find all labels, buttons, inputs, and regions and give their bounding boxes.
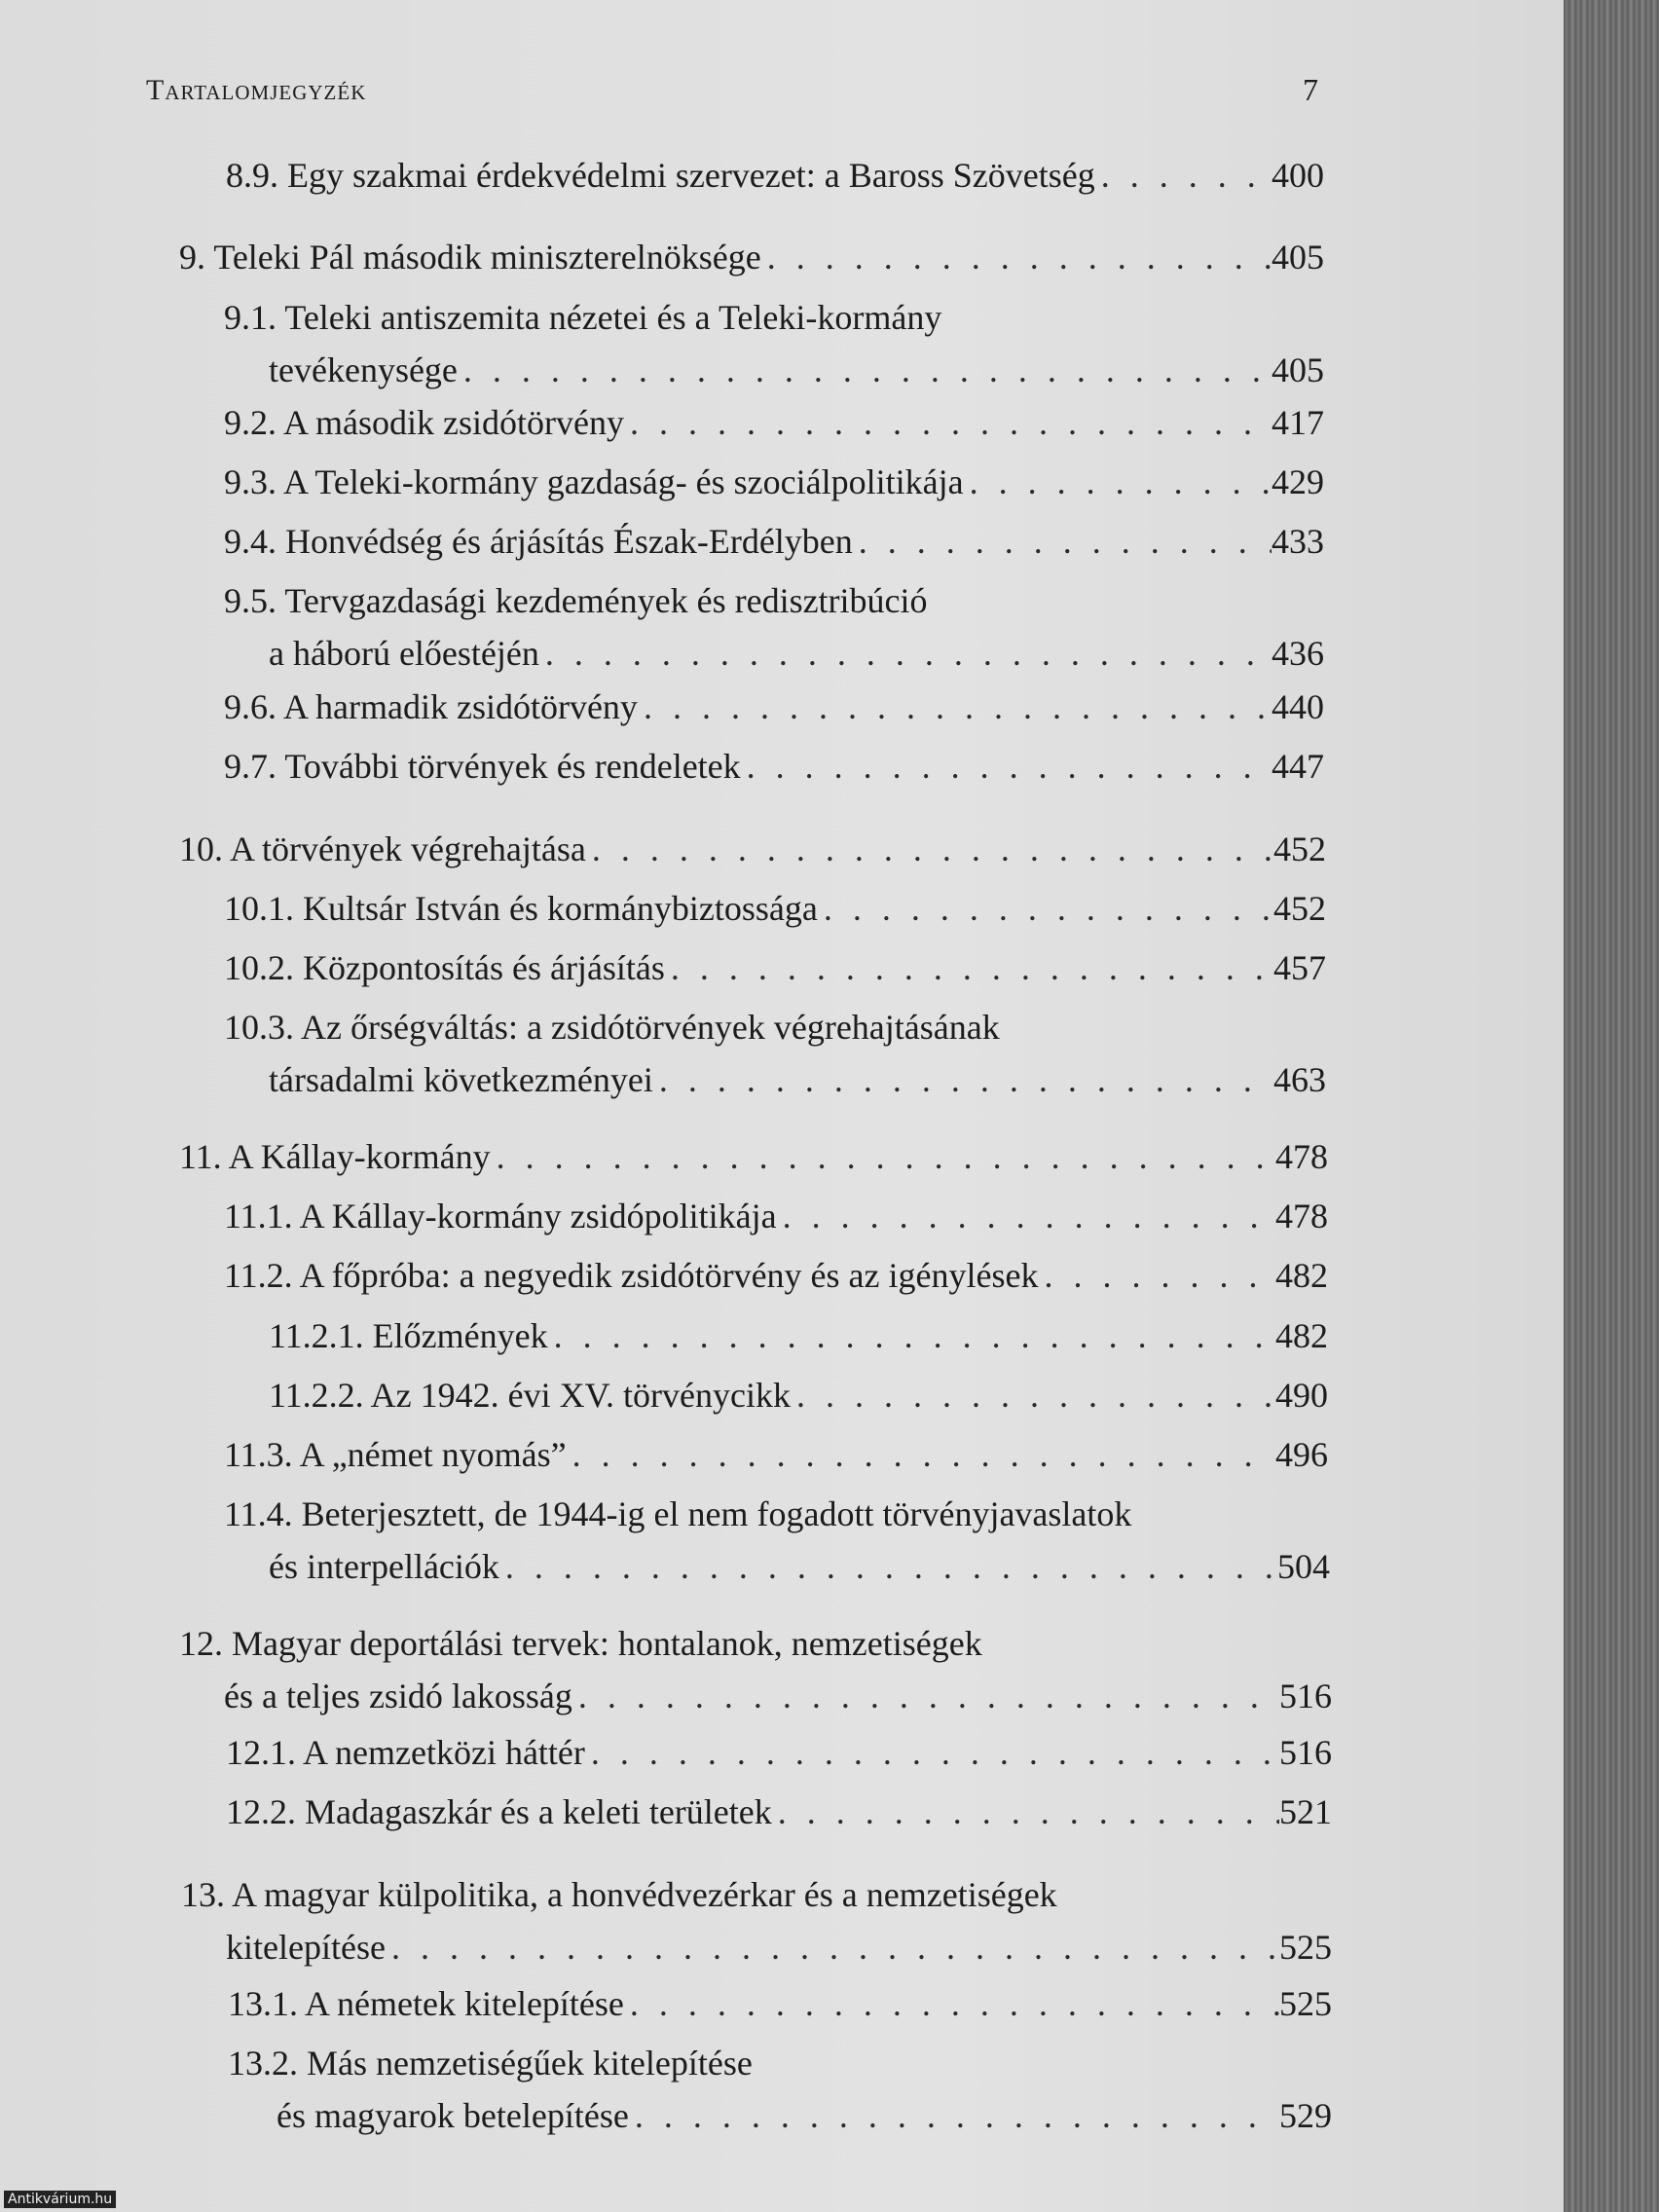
dot-leader: [585, 1733, 1279, 1772]
toc-entry-page: 521: [1279, 1792, 1332, 1831]
toc-entry-page: 482: [1275, 1316, 1328, 1355]
toc-entry-title: 12.2. Madagaszkár és a keleti területek: [226, 1792, 772, 1831]
toc-entry-title: 12.1. A nemzetközi háttér: [226, 1733, 585, 1772]
toc-entry-title-continued: társadalmi következményei: [269, 1060, 653, 1099]
toc-entry-page: 516: [1279, 1733, 1332, 1772]
dot-leader: [741, 747, 1272, 786]
toc-entry-title: 10.3. Az őrségváltás: a zsidótörvények végrehajtásának: [224, 1008, 1000, 1047]
toc-entry-page: 490: [1275, 1376, 1328, 1415]
dot-leader: [572, 1677, 1279, 1715]
dot-leader: [665, 948, 1273, 987]
dot-leader: [1095, 156, 1272, 195]
toc-entry-page: 525: [1279, 1928, 1332, 1967]
toc-entry: [224, 747, 1324, 786]
toc-entry-title: 13.2. Más nemzetiségűek kitelepítése: [228, 2044, 753, 2083]
toc-entry: [181, 1875, 1332, 1967]
watermark: Antikvárium.hu: [4, 2191, 116, 2208]
toc-entry: [179, 1624, 1332, 1715]
dot-leader: [386, 1928, 1279, 1967]
dot-leader: [653, 1060, 1273, 1099]
toc-entry-page: 504: [1277, 1547, 1330, 1586]
toc-entry: [224, 1008, 1326, 1099]
toc-entry: [224, 522, 1324, 561]
dot-leader: [777, 1197, 1275, 1235]
toc-entry-page: 482: [1275, 1256, 1328, 1295]
toc-entry-title: 9.6. A harmadik zsidótörvény: [224, 687, 638, 726]
toc-entry: [224, 462, 1324, 501]
dot-leader: [458, 350, 1272, 389]
toc-entry-title: 9.3. A Teleki-kormány gazdaság- és szociálpolitikája: [224, 462, 964, 501]
toc-entry-title: 9.7. További törvények és rendeletek: [224, 747, 741, 786]
toc-entry-title: 10.1. Kultsár István és kormánybiztossága: [224, 889, 818, 928]
toc-entry-title: 11.2.1. Előzmények: [269, 1316, 548, 1355]
toc-entry-page: 496: [1275, 1435, 1328, 1474]
toc-entry-title: 9.2. A második zsidótörvény: [224, 403, 624, 442]
toc-entry-page: 452: [1273, 830, 1326, 868]
toc-entry-title: 13. A magyar külpolitika, a honvédvezérkar és a nemzetiségek: [181, 1875, 1057, 1914]
dot-leader: [624, 403, 1272, 442]
toc-entry: [226, 156, 1324, 195]
toc-entry: [269, 1316, 1328, 1355]
toc-entry: [224, 948, 1326, 987]
dot-leader: [499, 1547, 1277, 1586]
toc-entry: [224, 581, 1324, 673]
running-head: Tartalomjegyzék: [146, 74, 367, 106]
toc-entry-page: 463: [1273, 1060, 1326, 1099]
toc-entry-title: 12. Magyar deportálási tervek: hontalanok, nemzetiségek: [179, 1624, 982, 1663]
dot-leader: [772, 1792, 1279, 1831]
toc-entry-title: 9.5. Tervgazdasági kezdemények és redisztribúció: [224, 581, 928, 620]
toc-entry: [224, 403, 1324, 442]
toc-entry-title: 9. Teleki Pál második miniszterelnöksége: [179, 238, 761, 276]
toc-entry-page: 400: [1272, 156, 1324, 195]
toc-entry: [224, 1197, 1328, 1235]
toc-entry: [224, 1494, 1330, 1586]
dot-leader: [548, 1316, 1275, 1355]
toc-entry: [179, 830, 1326, 868]
dot-leader: [638, 687, 1272, 726]
toc-entry-title: 11.1. A Kállay-kormány zsidópolitikája: [224, 1197, 777, 1235]
dot-leader: [567, 1435, 1275, 1474]
toc-entry-page: 405: [1272, 238, 1324, 276]
toc-entry-title: 9.1. Teleki antiszemita nézetei és a Teleki-kormány: [224, 298, 942, 337]
toc-entry-title-continued: és interpellációk: [269, 1547, 499, 1586]
toc-entry-page: 452: [1273, 889, 1326, 928]
toc-entry-page: 447: [1272, 747, 1324, 786]
toc-entry-page: 440: [1272, 687, 1324, 726]
toc-entry-page: 417: [1272, 403, 1324, 442]
dot-leader: [539, 634, 1272, 673]
toc-entry: [226, 1792, 1332, 1831]
dot-leader: [818, 889, 1273, 928]
toc-entry: [228, 2044, 1332, 2135]
toc-entry-page: 433: [1272, 522, 1324, 561]
toc-entry-page: 405: [1272, 350, 1324, 389]
toc-entry: [224, 889, 1326, 928]
dot-leader: [791, 1376, 1275, 1415]
toc-entry-title: 9.4. Honvédség és árjásítás Észak-Erdélyben: [224, 522, 853, 561]
toc-entry-title: 11. A Kállay-kormány: [179, 1137, 491, 1176]
toc-entry-page: 457: [1273, 948, 1326, 987]
toc-entry: [228, 1984, 1332, 2023]
toc-entry-page: 529: [1279, 2096, 1332, 2135]
toc-entry-page: 436: [1272, 634, 1324, 673]
toc-entry-title-continued: a háború előestéjén: [269, 634, 539, 673]
dot-leader: [491, 1137, 1275, 1176]
page-number: 7: [1303, 72, 1318, 107]
toc-entry-title: 11.2.2. Az 1942. évi XV. törvénycikk: [269, 1376, 791, 1415]
dot-leader: [586, 830, 1273, 868]
toc-entry: [269, 1376, 1328, 1415]
toc-entry-title-continued: tevékenysége: [269, 350, 458, 389]
dot-leader: [761, 238, 1272, 276]
toc-entry-title: 8.9. Egy szakmai érdekvédelmi szervezet: a Baross Szövetség: [226, 156, 1095, 195]
toc-entry: [224, 1435, 1328, 1474]
page-edge-stack: [1564, 0, 1659, 2212]
toc-entry-title: 11.2. A főpróba: a negyedik zsidótörvény és az igénylések: [224, 1256, 1039, 1295]
toc-entry: [179, 1137, 1328, 1176]
toc-entry-page: 478: [1275, 1197, 1328, 1235]
toc-entry: [224, 298, 1324, 389]
dot-leader: [964, 462, 1272, 501]
toc-entry-title: 11.3. A „német nyomás”: [224, 1435, 567, 1474]
toc-entry-title: 10. A törvények végrehajtása: [179, 830, 586, 868]
dot-leader: [853, 522, 1272, 561]
toc-entry-title: 13.1. A németek kitelepítése: [228, 1984, 624, 2023]
toc-entry: [224, 1256, 1328, 1295]
dot-leader: [629, 2096, 1279, 2135]
dot-leader: [1038, 1256, 1275, 1295]
toc-entry-title: 11.4. Beterjesztett, de 1944-ig el nem fogadott törvényjavaslatok: [224, 1494, 1132, 1533]
toc-entry-title-continued: és a teljes zsidó lakosság: [224, 1677, 572, 1715]
toc-entry-title-continued: és magyarok betelepítése: [276, 2096, 629, 2135]
toc-entry: [224, 687, 1324, 726]
toc-entry: [226, 1733, 1332, 1772]
toc-entry-title-continued: kitelepítése: [226, 1928, 386, 1967]
toc-entry-page: 429: [1272, 462, 1324, 501]
toc-entry-page: 516: [1279, 1677, 1332, 1715]
toc-entry-page: 478: [1275, 1137, 1328, 1176]
toc-entry-title: 10.2. Központosítás és árjásítás: [224, 948, 665, 987]
toc-entry-page: 525: [1279, 1984, 1332, 2023]
toc-entry: [179, 238, 1324, 276]
dot-leader: [624, 1984, 1279, 2023]
